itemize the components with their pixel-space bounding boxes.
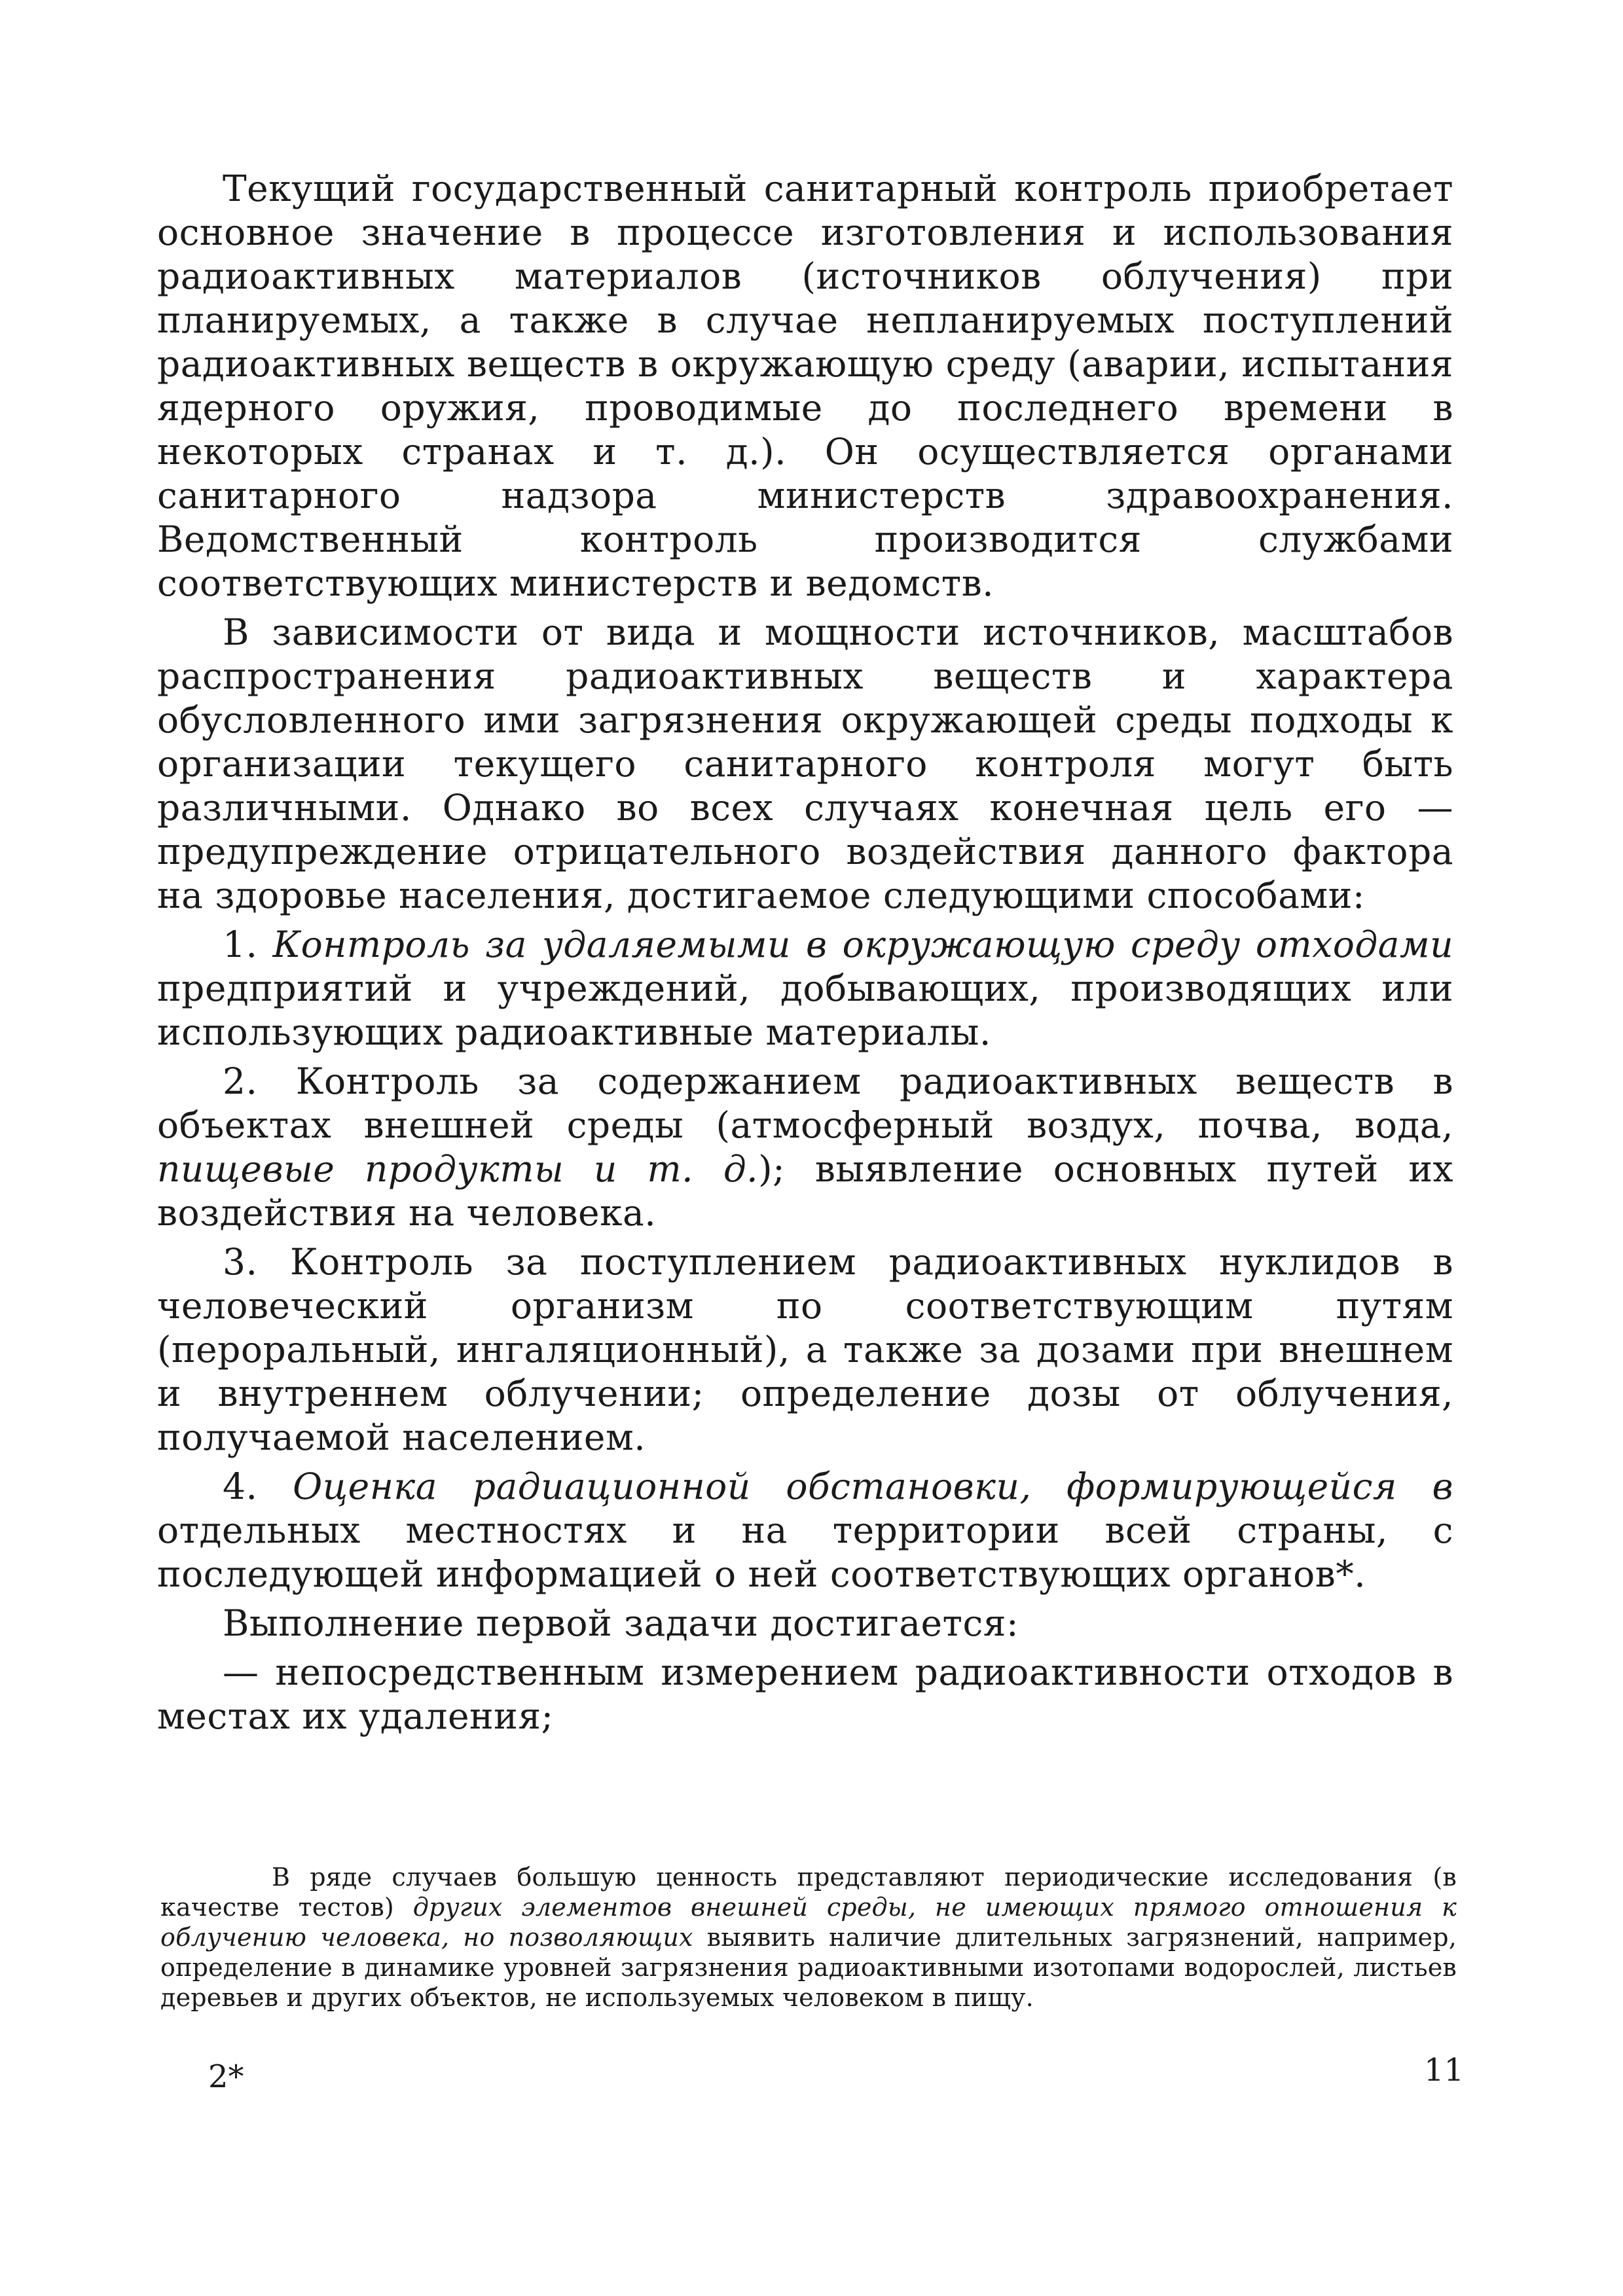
- footnote-text-1: В ряде случаев большую ценность представляют периодические исследования (в качестве тестов): [160, 1863, 1457, 1922]
- list-item-2-lead: 2. Контроль за содержанием радиоактивных веществ в объектах внешней среды (атмосферный воздух, почва, вода,: [157, 1060, 1453, 1146]
- paragraph-1: Текущий государственный санитарный контроль приобретает основное значение в процессе изготовления и использования радиоактивных материалов (источников облучения) при планируемых, а также в случае непланируемых поступлений радиоактивных веществ в окружающую среду (аварии, испытания ядерного оружия, проводимые до последнего времени в некоторых странах и т. д.). Он осуществляется органами санитарного надзора министерств здравоохранения. Ведомственный контроль производится службами соответствующих министерств и ведомств.: [157, 168, 1453, 604]
- list-item-2-italic: пищевые продукты и т. д.: [157, 1148, 759, 1190]
- closing-paragraph-2: — непосредственным измерением радиоактивности отходов в местах их удаления;: [157, 1651, 1453, 1737]
- list-item-1-rest: предприятий и учреждений, добывающих, производящих или использующих радиоактивные материалы.: [157, 967, 1453, 1053]
- main-text: [157, 167, 1453, 1744]
- list-item-1: [157, 923, 1453, 1054]
- list-item-4: [157, 1465, 1453, 1596]
- footnote-italic: других элементов внешней среды, не имеющих прямого отношения к облучению человека, но позволяющих: [160, 1893, 1457, 1952]
- list-item-4-prefix: 4.: [223, 1465, 293, 1507]
- page-number: 11: [1424, 2052, 1465, 2089]
- closing-paragraph-1: Выполнение первой задачи достигается:: [223, 1602, 1019, 1644]
- footnote: [160, 1862, 1457, 2013]
- list-item-2-rest: ); выявление основных путей их воздействия на человека.: [157, 1148, 1453, 1234]
- list-item-1-lead: Контроль за удаляемыми в окружающую среду отходами: [272, 924, 1453, 965]
- list-item-4-lead: Оценка радиационной обстановки, формирующейся в: [293, 1465, 1453, 1507]
- list-item-1-prefix: 1.: [223, 924, 273, 965]
- paragraph-2: В зависимости от вида и мощности источников, масштабов распространения радиоактивных веществ и характера обусловленного ими загрязнения окружающей среды подходы к организации текущего санитарного контроля могут быть различными. Однако во всех случаях конечная цель его — предупреждение отрицательного воздействия данного фактора на здоровье населения, достигаемое следующими способами:: [157, 611, 1453, 916]
- list-item-4-rest: отдельных местностях и на территории всей страны, с последующей информацией о ней соответствующих органов*.: [157, 1509, 1453, 1595]
- list-item-2: [157, 1060, 1453, 1235]
- list-item-3: 3. Контроль за поступлением радиоактивных нуклидов в человеческий организм по соответствующим путям (пероральный, ингаляционный), а также за дозами при внешнем и внутреннем облучении; определение дозы от облучения, получаемой населением.: [157, 1241, 1453, 1458]
- footnote-text-2: выявить наличие длительных загрязнений, например, определение в динамике уровней загрязнения радиоактивными изотопами водорослей, листьев деревьев и других объектов, не используемых человеком в пищу.: [160, 1923, 1457, 2012]
- printer-signature-mark: 2*: [208, 2058, 244, 2095]
